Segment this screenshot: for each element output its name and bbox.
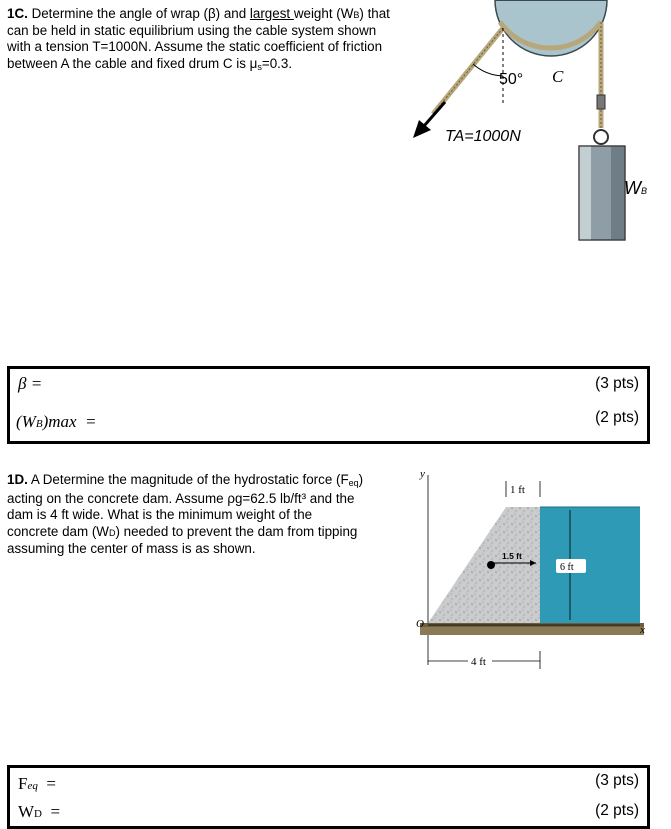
drum-label: C (552, 67, 564, 86)
cm-offset-label: 1.5 ft (502, 551, 522, 561)
top-width-label: 1 ft (510, 484, 525, 496)
figure-1c-cable-drum (405, 0, 665, 265)
x-axis-label: x (640, 624, 645, 636)
weight-label: WB (624, 178, 648, 198)
center-of-mass-marker (487, 561, 495, 569)
water-depth-label: 6 ft (560, 562, 574, 573)
problem-1d-text: 1D. A Determine the magnitude of the hydrostatic force (Feq) acting on the concrete dam. Assume ρg=62.5 lb/ft³ and the dam is 4 ft wide. What is the minimum weight of the concrete dam (WD) needed to prevent the dam from tipping assuming the center of mass is as shown. (7, 472, 364, 556)
feq-points: (3 pts) (595, 772, 639, 789)
answer-box-1c (7, 366, 650, 444)
beta-answer-label: β = (18, 374, 43, 393)
problem-1c-text: 1C. Determine the angle of wrap (β) and largest weight (WB) that can be held in static equilibrium using the cable system shown with a tension T=1000N. Assume the static coefficient of friction between A the cable and fixed drum C is μs=0.3. (7, 6, 390, 72)
problem-1c-label: 1C. (7, 6, 28, 21)
wd-answer-label: WD = (18, 802, 61, 821)
figure-1d-dam (414, 465, 654, 680)
tension-label: TA=1000N (445, 128, 521, 145)
problem-1d-label: 1D. (7, 472, 28, 487)
wb-points: (2 pts) (595, 409, 639, 426)
feq-answer-label: Feq = (18, 774, 56, 793)
origin-label: O (416, 618, 424, 630)
wb-max-answer-label: (WB)max = (16, 412, 97, 431)
angle-label: 50° (499, 71, 524, 88)
water (540, 507, 640, 623)
wd-points: (2 pts) (595, 802, 639, 819)
concrete-dam (428, 507, 540, 623)
answer-box-1d (7, 765, 650, 829)
y-axis-label: y (420, 468, 425, 480)
beta-points: (3 pts) (595, 375, 639, 392)
base-width-label: 4 ft (471, 656, 486, 668)
